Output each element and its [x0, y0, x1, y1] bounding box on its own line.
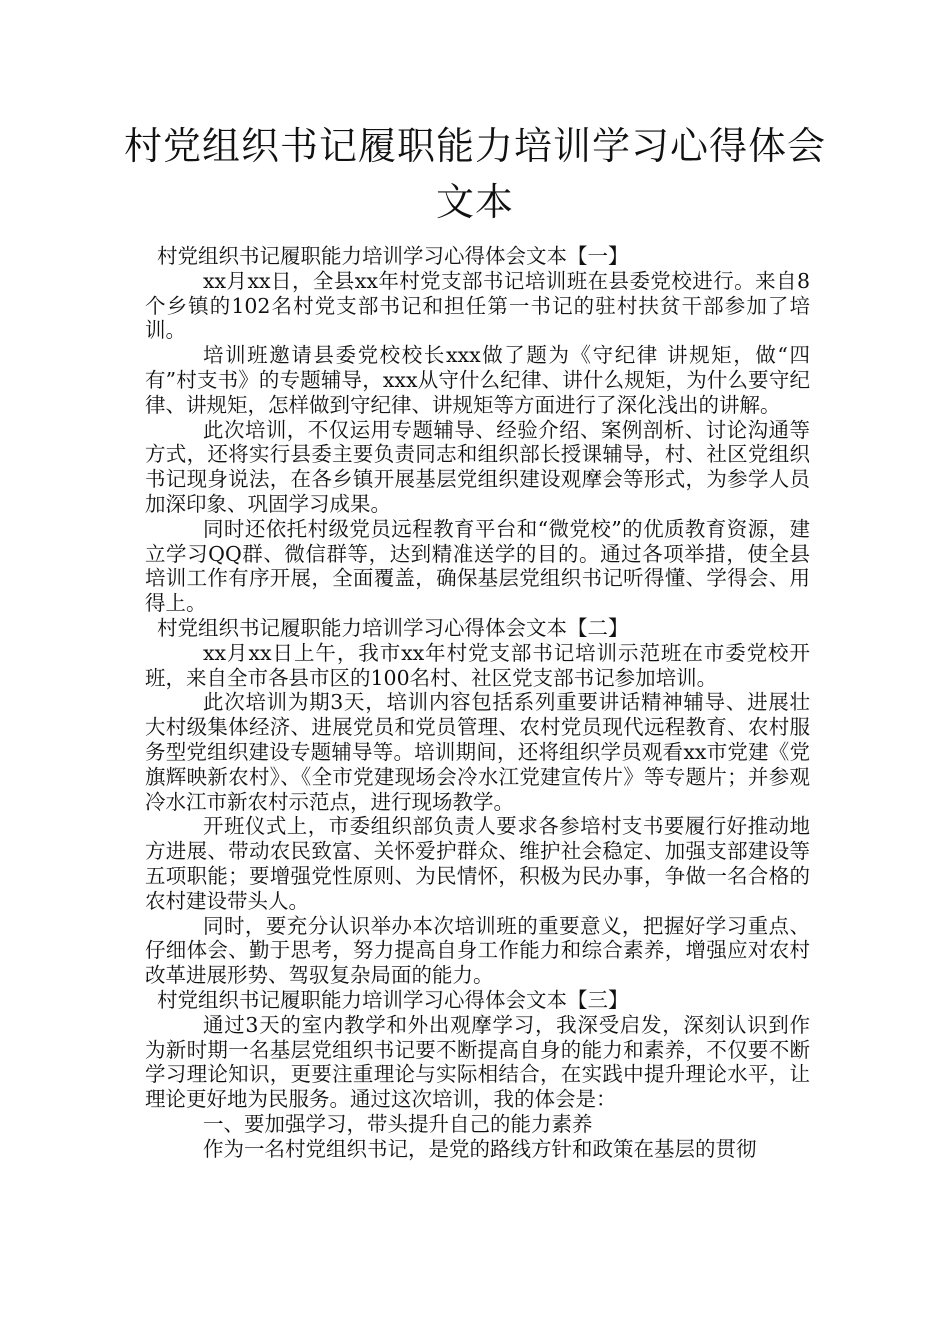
paragraph: 开班仪式上，市委组织部负责人要求各参培村支书要履行好推动地方进展、带动农民致富、关怀爱护群众、维护社会稳定、加强支部建设等五项职能；要增强党性原则、为民情怀，积极为民办事，争做一名合格的农村建设带头人。	[145, 814, 810, 913]
title-line-2: 文本	[435, 180, 514, 224]
section-heading-2: 村党组织书记履职能力培训学习心得体会文本【二】	[157, 615, 629, 640]
paragraph: 此次培训为期3天，培训内容包括系列重要讲话精神辅导、进展壮大村级集体经济、进展党员和党员管理、农村党员现代远程教育、农村服务型党组织建设专题辅导等。培训期间，还将组织学员观看xx市党建《党旗辉映新农村》、《全市党建现场会冷水江党建宣传片》等专题片；并参观冷水江市新农村示范点，进行现场教学。	[145, 690, 810, 814]
paragraph: xx月xx日，全县xx年村党支部书记培训班在县委党校进行。来自8个乡镇的102名村党支部书记和担任第一书记的驻村扶贫干部参加了培训。	[145, 268, 810, 343]
paragraph: 同时，要充分认识举办本次培训班的重要意义，把握好学习重点、仔细体会、勤于思考，努力提高自身工作能力和综合素养，增强应对农村改革进展形势、驾驭复杂局面的能力。	[145, 913, 810, 988]
section-heading-1: 村党组织书记履职能力培训学习心得体会文本【一】	[157, 244, 629, 268]
paragraph: 培训班邀请县委党校校长xxx做了题为《守纪律 讲规矩，做“四有”村支书》的专题辅导，xxx从守什么纪律、讲什么规矩，为什么要守纪律、讲规矩，怎样做到守纪律、讲规矩等方面进行了深化浅出的讲解。	[145, 343, 810, 417]
paragraph: xx月xx日上午，我市xx年村党支部书记培训示范班在市委党校开班，来自全市各县市区的100名村、社区党支部书记参加培训。	[145, 640, 810, 690]
paragraph: 通过3天的室内教学和外出观摩学习，我深受启发，深刻认识到作为新时期一名基层党组织书记要不断提高自身的能力和素养，不仅要不断学习理论知识，更要注重理论与实际相结合，在实践中提升理论水平，让理论更好地为民服务。通过这次培训，我的体会是：	[145, 1012, 810, 1112]
paragraph: 作为一名村党组织书记，是党的路线方针和政策在基层的贯彻	[203, 1136, 757, 1161]
document-title	[100, 118, 850, 230]
paragraph: 同时还依托村级党员远程教育平台和“微党校”的优质教育资源，建立学习QQ群、微信群等，达到精准送学的目的。通过各项举措，使全县培训工作有序开展，全面覆盖，确保基层党组织书记听得懂、学得会、用得上。	[145, 516, 810, 616]
section-heading-3: 村党组织书记履职能力培训学习心得体会文本【三】	[157, 987, 629, 1012]
paragraph: 此次培训，不仅运用专题辅导、经验介绍、案例剖析、讨论沟通等方式，还将实行县委主要负责同志和组织部长授课辅导，村、社区党组织书记现身说法，在各乡镇开展基层党组织建设观摩会等形式，为参学人员加深印象、巩固学习成果。	[145, 417, 810, 516]
subheading: 一、要加强学习，带头提升自己的能力素养	[203, 1111, 593, 1136]
title-line-1: 村党组织书记履职能力培训学习心得体会	[123, 124, 826, 168]
document-body	[145, 244, 810, 1161]
